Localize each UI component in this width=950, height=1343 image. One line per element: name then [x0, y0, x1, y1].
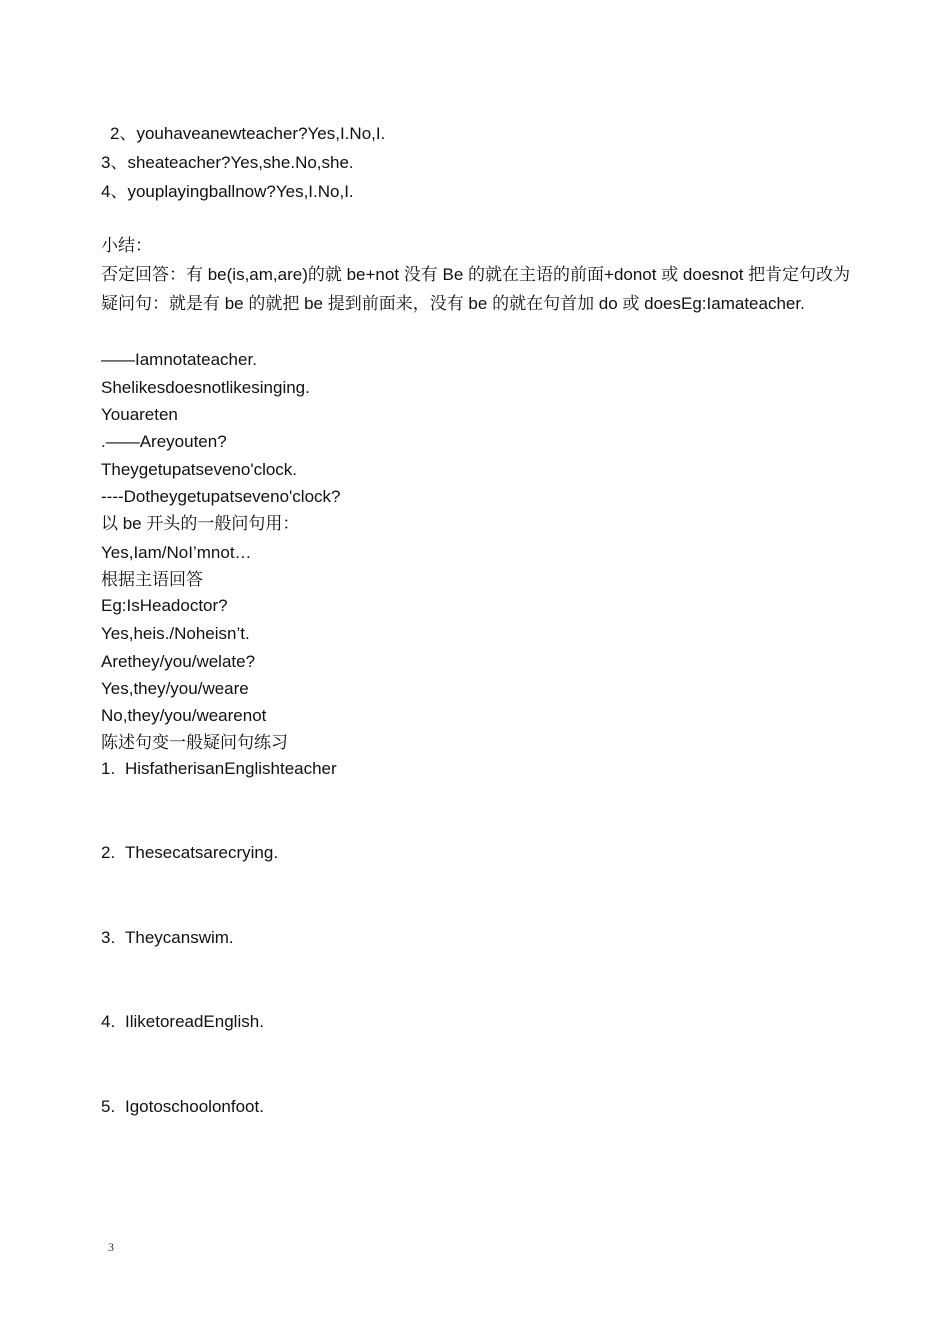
exercise-text: Thesecatsarecrying. — [125, 843, 279, 862]
exercise-item — [101, 1097, 264, 1117]
exercise-item — [101, 928, 234, 948]
example-line: Youareten — [101, 405, 178, 424]
example-line: 根据主语回答 — [101, 570, 203, 589]
example-line: Theygetupatseveno'clock. — [101, 460, 298, 479]
exercise-text: HisfatherisanEnglishteacher — [125, 759, 337, 778]
exercise-number: 3. — [101, 928, 116, 947]
summary-paragraph: 否定回答：有 be(is,am,are)的就 be+not 没有 Be 的就在主语的前面+donot 或 doesnot 把肯定句改为疑问句：就是有 be 的就把 be 提到前面来，没有 be 的就在句首加 do 或 doesEg:Iamateacher. — [101, 265, 851, 313]
example-line: .——Areyouten? — [101, 432, 227, 451]
exercise-item — [101, 843, 278, 863]
example-line: 以 be 开头的一般问句用： — [101, 514, 300, 533]
question-line-2: 2、youhaveanewteacher?Yes,I.No,I. — [110, 124, 386, 143]
example-line: ——Iamnotateacher. — [101, 350, 257, 369]
example-line: Shelikesdoesnotlikesinging. — [101, 378, 310, 397]
example-line: Arethey/you/welate? — [101, 652, 256, 671]
exercise-item — [101, 759, 337, 779]
exercise-item — [101, 1012, 264, 1032]
example-line: Yes,Iam/NoI’mnot… — [101, 543, 252, 562]
example-line: No,they/you/wearenot — [101, 706, 267, 725]
example-line: Eg:IsHeadoctor? — [101, 596, 228, 615]
exercise-text: Theycanswim. — [125, 928, 234, 947]
exercise-number: 5. — [101, 1097, 116, 1116]
exercise-number: 1. — [101, 759, 116, 778]
question-line-4: 4、youplayingballnow?Yes,I.No,I. — [101, 182, 354, 201]
page-number: 3 — [108, 1240, 114, 1254]
exercise-text: Igotoschoolonfoot. — [125, 1097, 264, 1116]
exercise-number: 2. — [101, 843, 116, 862]
exercise-text: IliketoreadEnglish. — [125, 1012, 264, 1031]
summary-title: 小结： — [101, 236, 152, 255]
question-line-3: 3、sheateacher?Yes,she.No,she. — [101, 153, 354, 172]
example-line: Yes,heis./Noheisn’t. — [101, 624, 250, 643]
exercise-number: 4. — [101, 1012, 116, 1031]
exercise-heading: 陈述句变一般疑问句练习 — [101, 733, 288, 752]
example-line: ----Dotheygetupatseveno'clock? — [101, 487, 341, 506]
example-line: Yes,they/you/weare — [101, 679, 249, 698]
